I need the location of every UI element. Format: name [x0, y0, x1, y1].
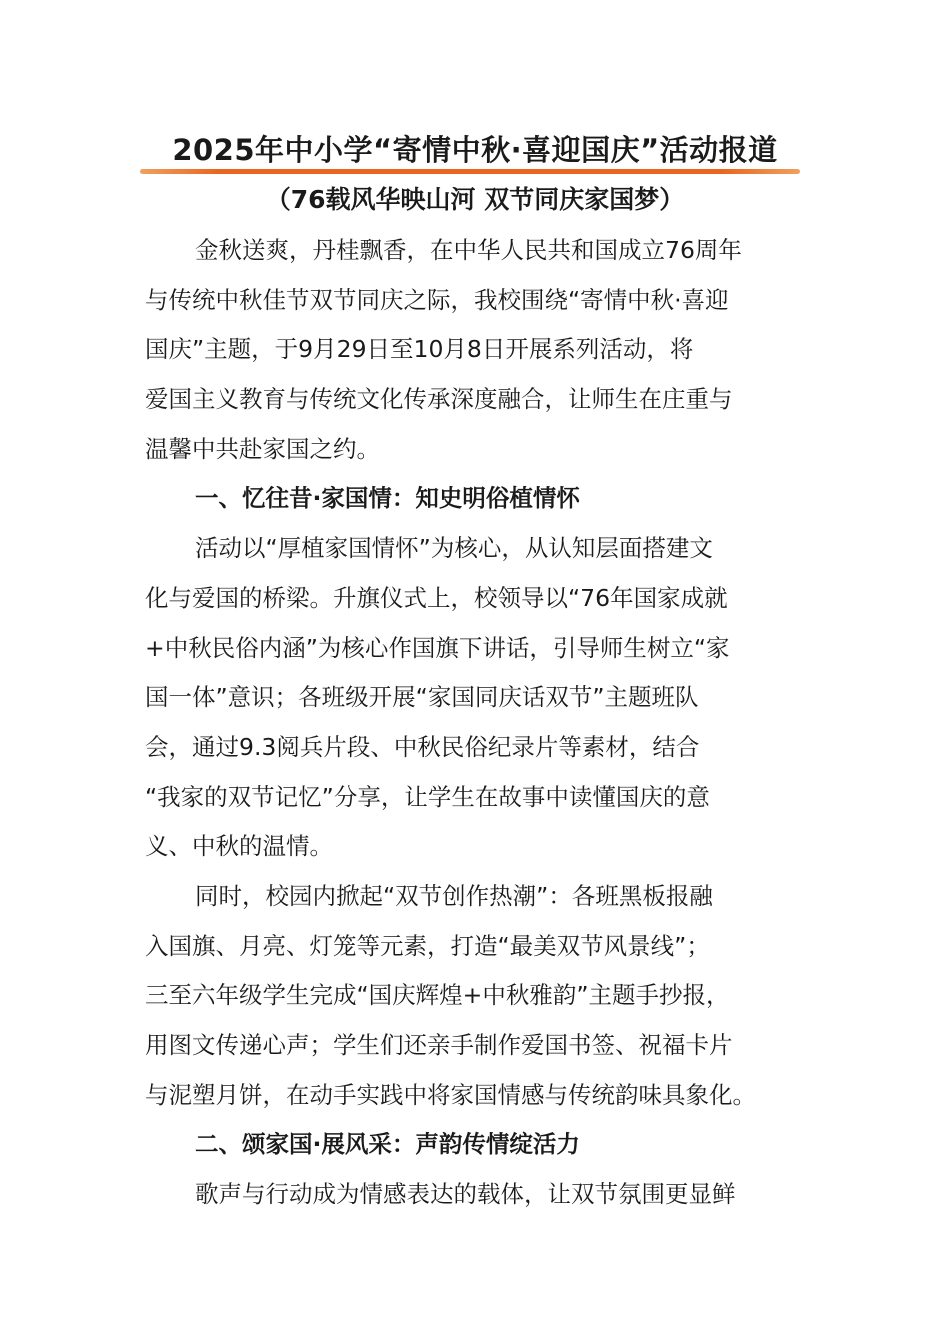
paragraph-line: 国一体”意识；各班级开展“家国同庆话双节”主题班队 — [145, 683, 699, 712]
paragraph-line: 金秋送爽，丹桂飘香，在中华人民共和国成立76周年 — [195, 236, 742, 264]
document-subtitle: （76载风华映山河 双节同庆家国梦） — [265, 185, 685, 214]
paragraph-line: 三至六年级学生完成“国庆辉煌+中秋雅韵”主题手抄报， — [145, 981, 730, 1010]
paragraph-line: 歌声与行动成为情感表达的载体，让双节氛围更显鲜 — [195, 1180, 736, 1209]
paragraph-line: 会，通过9.3阅兵片段、中秋民俗纪录片等素材，结合 — [145, 732, 700, 761]
article-body — [145, 226, 815, 1220]
paragraph-line: 活动以“厚植家国情怀”为核心，从认知层面搭建文 — [195, 534, 713, 563]
paragraph-line: 同时，校园内掀起“双节创作热潮”：各班黑板报融 — [195, 881, 713, 910]
paragraph-line: 与泥塑月饼，在动手实践中将家国情感与传统韵味具象化。 — [145, 1080, 756, 1109]
section-heading: 一、忆往昔·家国情：知史明俗植情怀 — [195, 484, 580, 513]
paragraph-line: 用图文传递心声；学生们还亲手制作爱国书签、祝福卡片 — [145, 1031, 733, 1059]
document-title: 2025年中小学“寄情中秋·喜迎国庆”活动报道 — [172, 133, 778, 167]
paragraph-line: +中秋民俗内涵”为核心作国旗下讲话，引导师生树立“家 — [145, 633, 730, 662]
paragraph-line: 爱国主义教育与传统文化传承深度融合，让师生在庄重与 — [145, 385, 733, 414]
paragraph-line: 入国旗、月亮、灯笼等元素，打造“最美双节风景线”； — [145, 931, 710, 960]
paragraph-line: 义、中秋的温情。 — [145, 832, 333, 861]
section-heading: 二、颂家国·展风采：声韵传情绽活力 — [195, 1130, 580, 1159]
paragraph-line: “我家的双节记忆”分享，让学生在故事中读懂国庆的意 — [145, 782, 710, 811]
paragraph-line: 温馨中共赴家国之约。 — [145, 434, 380, 463]
paragraph-line: 化与爱国的桥梁。升旗仪式上，校领导以“76年国家成就 — [145, 583, 728, 612]
paragraph-line: 国庆”主题，于9月29日至10月8日开展系列活动，将 — [145, 335, 694, 364]
title-underline — [140, 169, 800, 174]
paragraph-line: 与传统中秋佳节双节同庆之际，我校围绕“寄情中秋·喜迎 — [145, 285, 729, 314]
